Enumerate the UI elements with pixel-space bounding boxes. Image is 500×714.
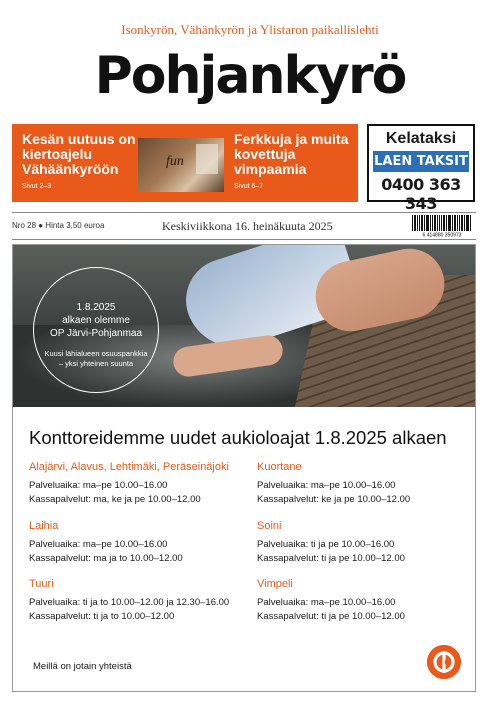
branch-name: Soini	[257, 520, 282, 532]
badge-line3: OP Järvi-Pohjanmaa	[49, 328, 143, 339]
taxi-ad-subtitle: LAEN TAKSIT	[373, 151, 469, 172]
ad-photo	[13, 245, 475, 407]
branch-service-hours: Palveluaika: ma–pe 10.00–16.00	[257, 597, 396, 608]
branch-cashier-hours: Kassapalvelut: ti ja pe 10.00–12.00	[257, 611, 405, 622]
branch-service-hours: Palveluaika: ti ja to 10.00–12.00 ja 12.30–16.00	[29, 597, 230, 608]
badge-line2: alkaen olemme	[62, 315, 130, 326]
branch-block	[29, 578, 259, 624]
promo-strip[interactable]	[12, 124, 358, 202]
promo-left[interactable]	[22, 132, 142, 190]
photo-window	[196, 144, 218, 174]
promo-photo	[138, 138, 224, 192]
masthead-title: Pohjankyrö	[94, 46, 406, 106]
issue-date: Keskiviikkona 16. heinäkuuta 2025	[162, 219, 333, 233]
barcode-icon	[410, 215, 474, 237]
taxi-ad[interactable]	[367, 124, 475, 213]
ad-slogan: Meillä on jotain yhteistä	[33, 661, 132, 672]
tagline: Isonkyrön, Vähänkyrön ja Ylistaron paikallislehti	[121, 22, 379, 37]
branch-name: Kuortane	[257, 461, 302, 473]
merger-badge	[33, 267, 159, 393]
branch-service-hours: Palveluaika: ti ja pe 10.00–16.00	[257, 539, 395, 550]
ad-headline: Konttoreidemme uudet aukioloajat 1.8.2025 alkaen	[29, 427, 447, 448]
branch-cashier-hours: Kassapalvelut: ti ja pe 10.00–12.00	[257, 553, 405, 564]
branch-name: Alajärvi, Alavus, Lehtimäki, Peräseinäjoki	[29, 461, 229, 473]
branch-service-hours: Palveluaika: ma–pe 10.00–16.00	[29, 539, 168, 550]
bank-ad[interactable]	[12, 244, 476, 692]
branch-block	[29, 520, 259, 566]
branch-block	[29, 461, 259, 507]
taxi-ad-phone: 0400 363 343	[381, 175, 461, 213]
taxi-ad-title: Kelataksi	[385, 130, 457, 147]
branch-block	[257, 520, 487, 566]
promo-left-pages: Sivut 2–3	[22, 183, 52, 190]
branch-cashier-hours: Kassapalvelut: ke ja pe 10.00–12.00	[257, 494, 411, 505]
badge-line5: – yksi yhteinen suunta	[58, 359, 134, 368]
badge-line4: Kuusi lähialueen osuuspankkia	[44, 349, 148, 358]
branch-block	[257, 578, 487, 624]
op-logo-icon	[427, 645, 461, 679]
branch-service-hours: Palveluaika: ma–pe 10.00–16.00	[29, 480, 168, 491]
branch-cashier-hours: Kassapalvelut: ma, ke ja pe 10.00–12.00	[29, 494, 201, 505]
branch-service-hours: Palveluaika: ma–pe 10.00–16.00	[257, 480, 396, 491]
promo-right-title: Ferkkuja ja muita kovettuja vimpaamia	[234, 131, 349, 177]
barcode-number: 6 414880 350973	[422, 232, 462, 237]
branch-name: Vimpeli	[257, 578, 293, 590]
promo-left-title: Kesän uutuus on kiertoajelu Vähäänkyröön	[22, 131, 136, 177]
branch-cashier-hours: Kassapalvelut: ma ja to 10.00–12.00	[29, 553, 183, 564]
branch-block	[257, 461, 487, 507]
photo-sign: fun	[166, 154, 184, 169]
branch-name: Laihia	[29, 520, 59, 532]
promo-right[interactable]	[234, 132, 358, 190]
promo-right-pages: Sivut 6–7	[234, 183, 264, 190]
branch-cashier-hours: Kassapalvelut: ti ja to 10.00–12.00	[29, 611, 175, 622]
issue-price: Nro 28 ● Hinta 3,50 euroa	[12, 221, 105, 230]
info-bar	[12, 212, 476, 240]
badge-date: 1.8.2025	[76, 302, 116, 313]
branch-name: Tuuri	[29, 578, 54, 590]
